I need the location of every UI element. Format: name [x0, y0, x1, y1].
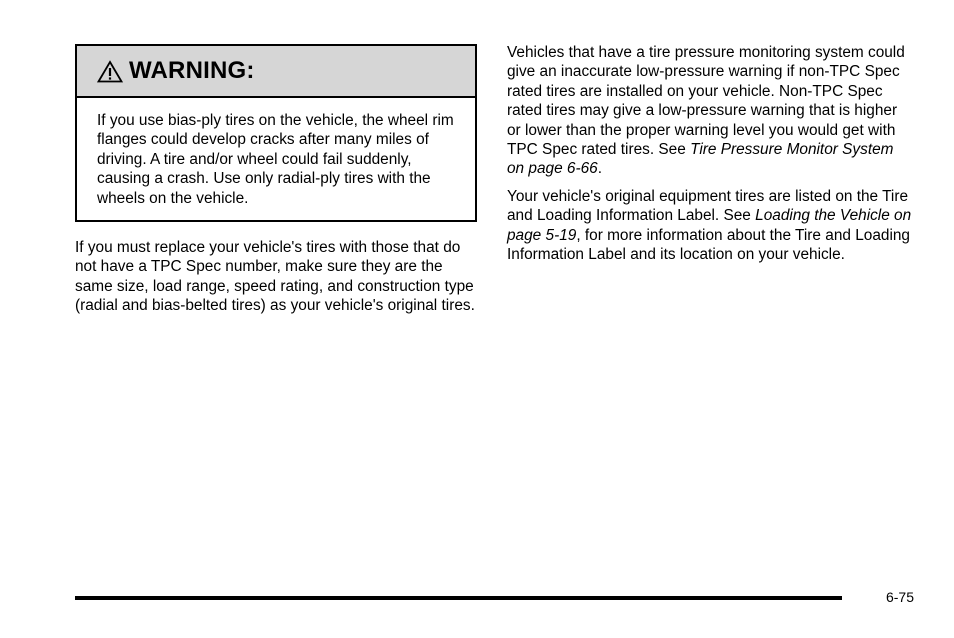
warning-header [77, 46, 475, 98]
original-tires-paragraph-text: Your vehicle's original equipment tires are listed on the Tire and Loading Information Label. See [507, 187, 909, 225]
tire-pressure-monitor-link[interactable]: Tire Pressure Monitor System on page 6-66 [507, 141, 894, 178]
warning-title: WARNING: [129, 57, 255, 84]
warning-body: If you use bias-ply tires on the vehicle, the wheel rim flanges could develop cracks after many miles of driving. A tire and/or wheel could fail suddenly, causing a crash. Use only radial-ply tires with the wheels on the vehicle. [97, 112, 454, 207]
left-column [75, 44, 477, 316]
loading-vehicle-link[interactable]: Loading the Vehicle on page 5-19 [507, 207, 912, 244]
original-tires-paragraph [507, 187, 912, 265]
warning-box [75, 44, 477, 222]
original-tires-paragraph-end: , for more information about the Tire and Loading Information Label and its location on your vehicle. [507, 226, 910, 264]
tpms-paragraph [507, 43, 912, 179]
warning-triangle-icon [97, 60, 123, 83]
page-number: 6-75 [885, 589, 914, 605]
footer-rule [75, 596, 842, 600]
tpms-paragraph-text: Vehicles that have a tire pressure monitoring system could give an inaccurate low-pressure warning if non-TPC Spec rated tires are installed on your vehicle. Non-TPC Spec rated tires may give a low-pressure warning that is higher or lower than the proper warning level you would get with TPC Spec rated tires. See [507, 44, 905, 159]
tpms-paragraph-end: . [597, 160, 602, 178]
right-column [507, 43, 912, 264]
tire-replacement-paragraph: If you must replace your vehicle's tires with those that do not have a TPC Spec number, make sure they are the same size, load range, speed rating, and construction type (radial and bias-belted tires) as your vehicle's original tires. [75, 239, 475, 315]
